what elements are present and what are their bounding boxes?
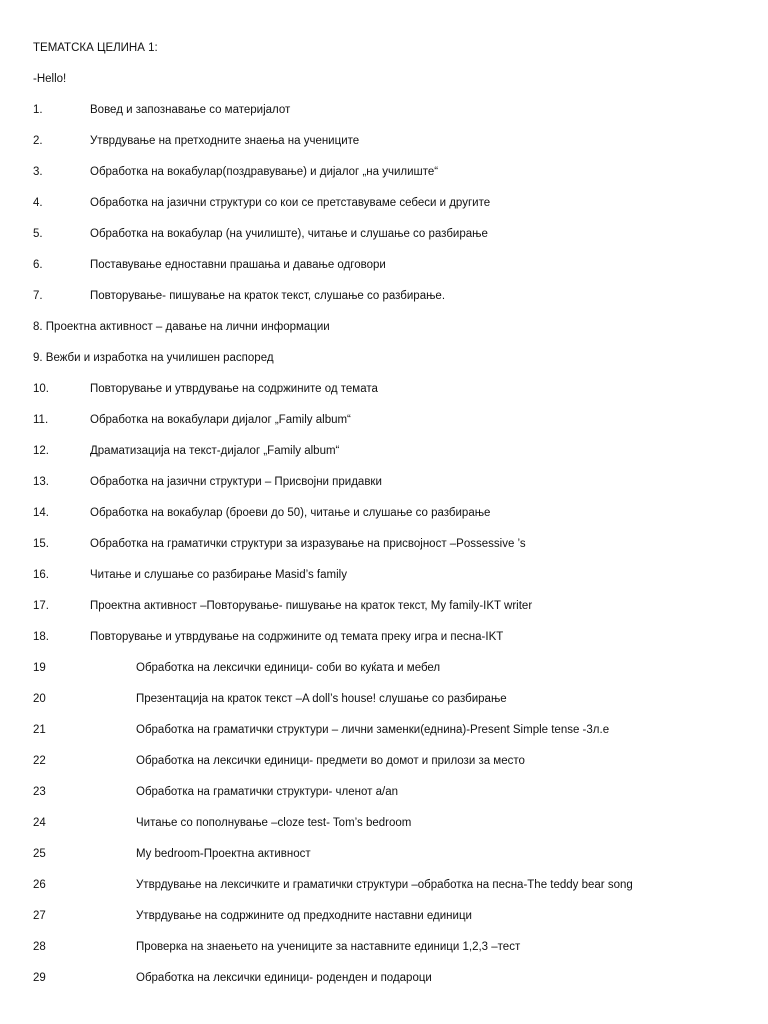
list-item-number: 26 — [33, 879, 46, 891]
list-item-number: 21 — [33, 724, 46, 736]
list-item-number: 16. — [33, 569, 49, 581]
list-item-text: Обработка на граматички структури – лични заменки(еднина)-Present Simple tense -3л.е — [136, 724, 610, 736]
list-item-text: Обработка на вокабулар (броеви до 50), читање и слушање со разбирање — [90, 507, 491, 519]
list-item-number: 27 — [33, 910, 46, 922]
list-item-number: 24 — [33, 817, 46, 829]
list-item-text: Утврдување на претходните знаења на учениците — [90, 135, 360, 147]
list-item-number: 19 — [33, 662, 46, 674]
list-item-number: 10. — [33, 383, 49, 395]
list-item-text: 8. Проектна активност – давање на лични информации — [33, 321, 330, 333]
list-item-text: Читање и слушање со разбирање Masid’s family — [90, 569, 347, 581]
list-item-text: Утврдување на содржините од предходните наставни единици — [136, 910, 472, 922]
list-item-number: 5. — [33, 228, 43, 240]
list-item-text: My bedroom-Проектна активност — [136, 848, 311, 860]
list-item-number: 3. — [33, 166, 43, 178]
list-item-text: Проверка на знаењето на учениците за наставните единици 1,2,3 –тест — [136, 941, 521, 953]
list-item-text: Обработка на граматички структури за изразување на присвојност –Possessive ’s — [90, 538, 526, 550]
section-subtitle: -Hello! — [33, 73, 67, 85]
list-item-number: 14. — [33, 507, 49, 519]
list-item-number: 11. — [33, 414, 49, 426]
list-item-text: Обработка на јазични структури – Присвојни придавки — [90, 476, 382, 488]
list-item-number: 13. — [33, 476, 49, 488]
list-item-number: 1. — [33, 104, 43, 116]
list-item-text: Обработка на вокабулар (на училиште), читање и слушање со разбирање — [90, 228, 488, 240]
list-item-text: Обработка на граматички структури- членот a/an — [136, 786, 398, 798]
list-item-text: Повторување и утврдување на содржините од темата — [90, 383, 378, 395]
list-item-number: 22 — [33, 755, 46, 767]
list-item-number: 6. — [33, 259, 43, 271]
list-item-text: Драматизација на текст-дијалог „Family album“ — [90, 445, 340, 457]
list-item-number: 29 — [33, 972, 46, 984]
list-item-text: Вовед и запознавање со материјалот — [90, 104, 291, 116]
list-item-text: Утврдување на лексичките и граматички структури –обработка на песна-The teddy bear song — [136, 879, 633, 891]
list-item-text: Обработка на јазични структури со кои се претставуваме себеси и другите — [90, 197, 491, 209]
list-item-number: 12. — [33, 445, 49, 457]
list-item-number: 4. — [33, 197, 43, 209]
list-item-number: 18. — [33, 631, 49, 643]
list-item-number: 28 — [33, 941, 46, 953]
list-item-number: 2. — [33, 135, 43, 147]
list-item-text: Обработка на вокабулар(поздравување) и дијалог „на училиште“ — [90, 166, 439, 178]
list-item-text: Обработка на вокабулари дијалог „Family album“ — [90, 414, 351, 426]
list-item-text: Повторување и утврдување на содржините од темата преку игра и песна-IKT — [90, 631, 504, 643]
list-item-text: Обработка на лексички единици- предмети во домот и прилози за место — [136, 755, 525, 767]
list-item-text: 9. Вежби и изработка на училишен распоред — [33, 352, 274, 364]
list-item-number: 7. — [33, 290, 43, 302]
list-item-number: 25 — [33, 848, 46, 860]
list-item-text: Читање со пополнување –cloze test- Tom’s bedroom — [136, 817, 412, 829]
list-item-number: 17. — [33, 600, 49, 612]
page-title: ТЕМАТСКА ЦЕЛИНА 1: — [33, 42, 158, 54]
list-item-text: Обработка на лексички единици- роденден и подароци — [136, 972, 432, 984]
list-item-number: 20 — [33, 693, 46, 705]
list-item-number: 23 — [33, 786, 46, 798]
list-item-text: Презентација на краток текст –A doll’s house! слушање со разбирање — [136, 693, 507, 705]
list-item-text: Повторување- пишување на краток текст, слушање со разбирање. — [90, 290, 446, 302]
list-item-text: Проектна активност –Повторување- пишување на краток текст, My family-IKT writer — [90, 600, 533, 612]
list-item-text: Обработка на лексички единици- соби во куќата и мебел — [136, 662, 441, 674]
list-item-number: 15. — [33, 538, 49, 550]
list-item-text: Поставување едноставни прашања и давање одговори — [90, 259, 386, 271]
